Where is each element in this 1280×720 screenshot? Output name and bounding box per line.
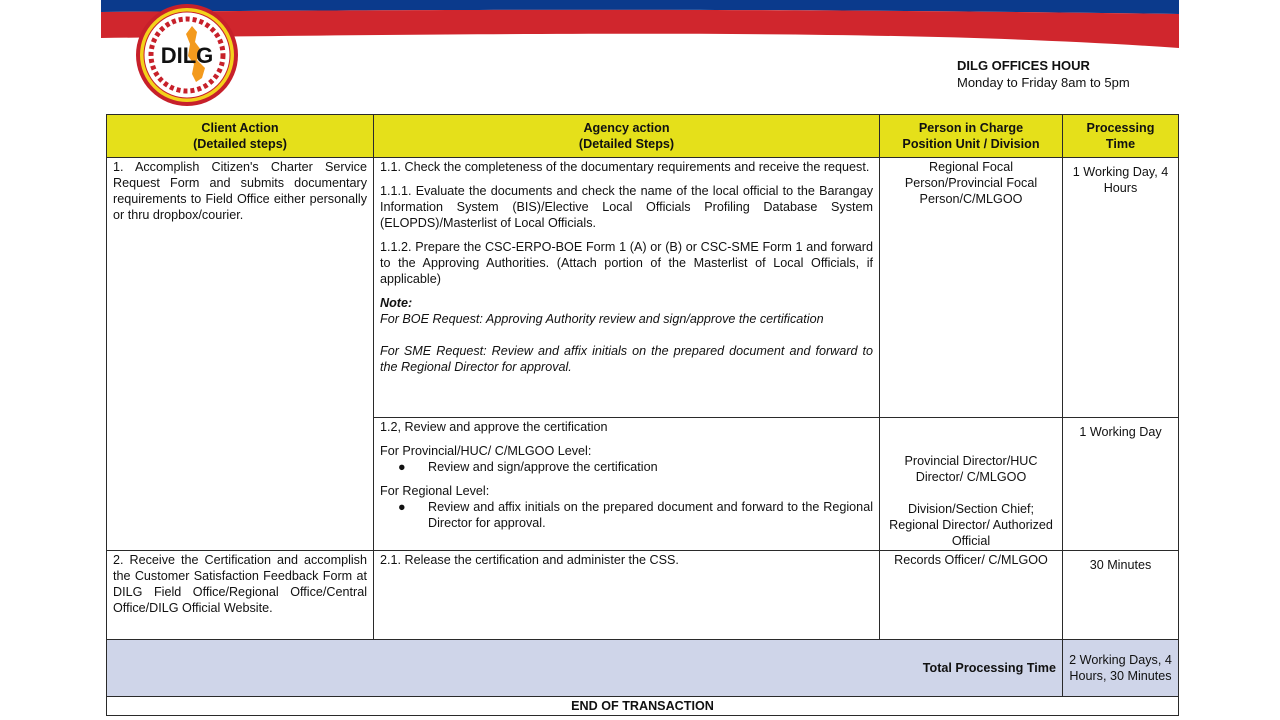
person-in-charge-1-1: Regional Focal Person/Provincial Focal Person/C/MLGOO — [880, 158, 1063, 418]
processing-time-2-1: 30 Minutes — [1063, 551, 1179, 640]
provincial-level-bullet — [380, 459, 873, 475]
agency-step-1-1 — [374, 158, 880, 418]
header-processing-time — [1063, 115, 1179, 158]
header-time-line2: Time — [1105, 137, 1136, 151]
table-row — [107, 551, 1179, 640]
total-row — [107, 640, 1179, 697]
citizen-charter-table — [106, 114, 1179, 716]
note-boe: For BOE Request: Approving Authority review and sign/approve the certification — [380, 312, 824, 326]
client-step-1: 1. Accomplish Citizen's Charter Service Request Form and submits documentary requirements to Field Office either personally or thru dropbox/courier. — [107, 158, 374, 551]
office-hours-title: DILG OFFICES HOUR — [957, 58, 1090, 73]
person-in-charge-1-2-regional: Division/Section Chief; Regional Director/ Authorized Official — [889, 502, 1053, 548]
client-step-2: 2. Receive the Certification and accomplish the Customer Satisfaction Feedback Form at DILG Field Office/Regional Office/Central Office/DILG Official Website. — [107, 551, 374, 640]
dilg-logo — [134, 2, 240, 108]
provincial-level-bullet-text: Review and sign/approve the certification — [428, 460, 658, 474]
header-client-action-line1: Client Action — [201, 121, 279, 135]
agency-step-1-2-title: 1.2, Review and approve the certification — [380, 420, 608, 434]
note-sme: For SME Request: Review and affix initials on the prepared document and forward to the Regional Director for approval. — [380, 344, 873, 374]
header-banner — [101, 0, 1179, 60]
bullet-icon: ● — [398, 500, 406, 514]
header-agency-action-line1: Agency action — [583, 121, 670, 135]
regional-level-label: For Regional Level: — [380, 484, 490, 498]
regional-level-bullet-text: Review and affix initials on the prepared document and forward to the Regional Director for approval. — [428, 500, 873, 530]
header-time-line1: Processing — [1086, 121, 1155, 135]
person-in-charge-1-2 — [880, 418, 1063, 551]
header-client-action-line2: (Detailed steps) — [193, 137, 287, 151]
agency-step-2-1: 2.1. Release the certification and administer the CSS. — [374, 551, 880, 640]
person-in-charge-2-1: Records Officer/ C/MLGOO — [880, 551, 1063, 640]
agency-step-1-1-text: 1.1. Check the completeness of the documentary requirements and receive the request. — [380, 160, 870, 174]
total-processing-time-label: Total Processing Time — [107, 640, 1063, 697]
header-client-action — [107, 115, 374, 158]
bullet-icon: ● — [398, 460, 406, 474]
processing-time-1-1: 1 Working Day, 4 Hours — [1063, 158, 1179, 418]
header-person-line1: Person in Charge — [918, 121, 1024, 135]
header-person-line2: Position Unit / Division — [902, 137, 1040, 151]
processing-time-1-2: 1 Working Day — [1063, 418, 1179, 551]
office-hours-value: Monday to Friday 8am to 5pm — [957, 75, 1130, 90]
person-in-charge-1-2-provincial: Provincial Director/HUC Director/ C/MLGOO — [904, 454, 1038, 484]
table-header-row — [107, 115, 1179, 158]
header-agency-action — [374, 115, 880, 158]
note-label: Note: — [380, 296, 413, 310]
svg-text:DILG: DILG — [160, 43, 214, 68]
office-hours — [957, 57, 1130, 91]
agency-step-1-2 — [374, 418, 880, 551]
end-of-transaction: END OF TRANSACTION — [107, 697, 1179, 716]
provincial-level-label: For Provincial/HUC/ C/MLGOO Level: — [380, 444, 592, 458]
total-processing-time-value: 2 Working Days, 4 Hours, 30 Minutes — [1063, 640, 1179, 697]
agency-step-1-1-2-text: 1.1.2. Prepare the CSC-ERPO-BOE Form 1 (A) or (B) or CSC-SME Form 1 and forward to the Approving Authorities. (Attach portion of the Masterlist of Local Officials, if applicable) — [380, 240, 873, 286]
header-person-in-charge — [880, 115, 1063, 158]
end-row — [107, 697, 1179, 716]
regional-level-bullet — [380, 499, 873, 531]
agency-step-1-1-1-text: 1.1.1. Evaluate the documents and check the name of the local official to the Barangay Information System (BIS)/Elective Local Officials Profiling Database System (ELOPDS)/Masterlist of Local Officials. — [380, 184, 873, 230]
table-row — [107, 158, 1179, 418]
header-agency-action-line2: (Detailed Steps) — [578, 137, 675, 151]
